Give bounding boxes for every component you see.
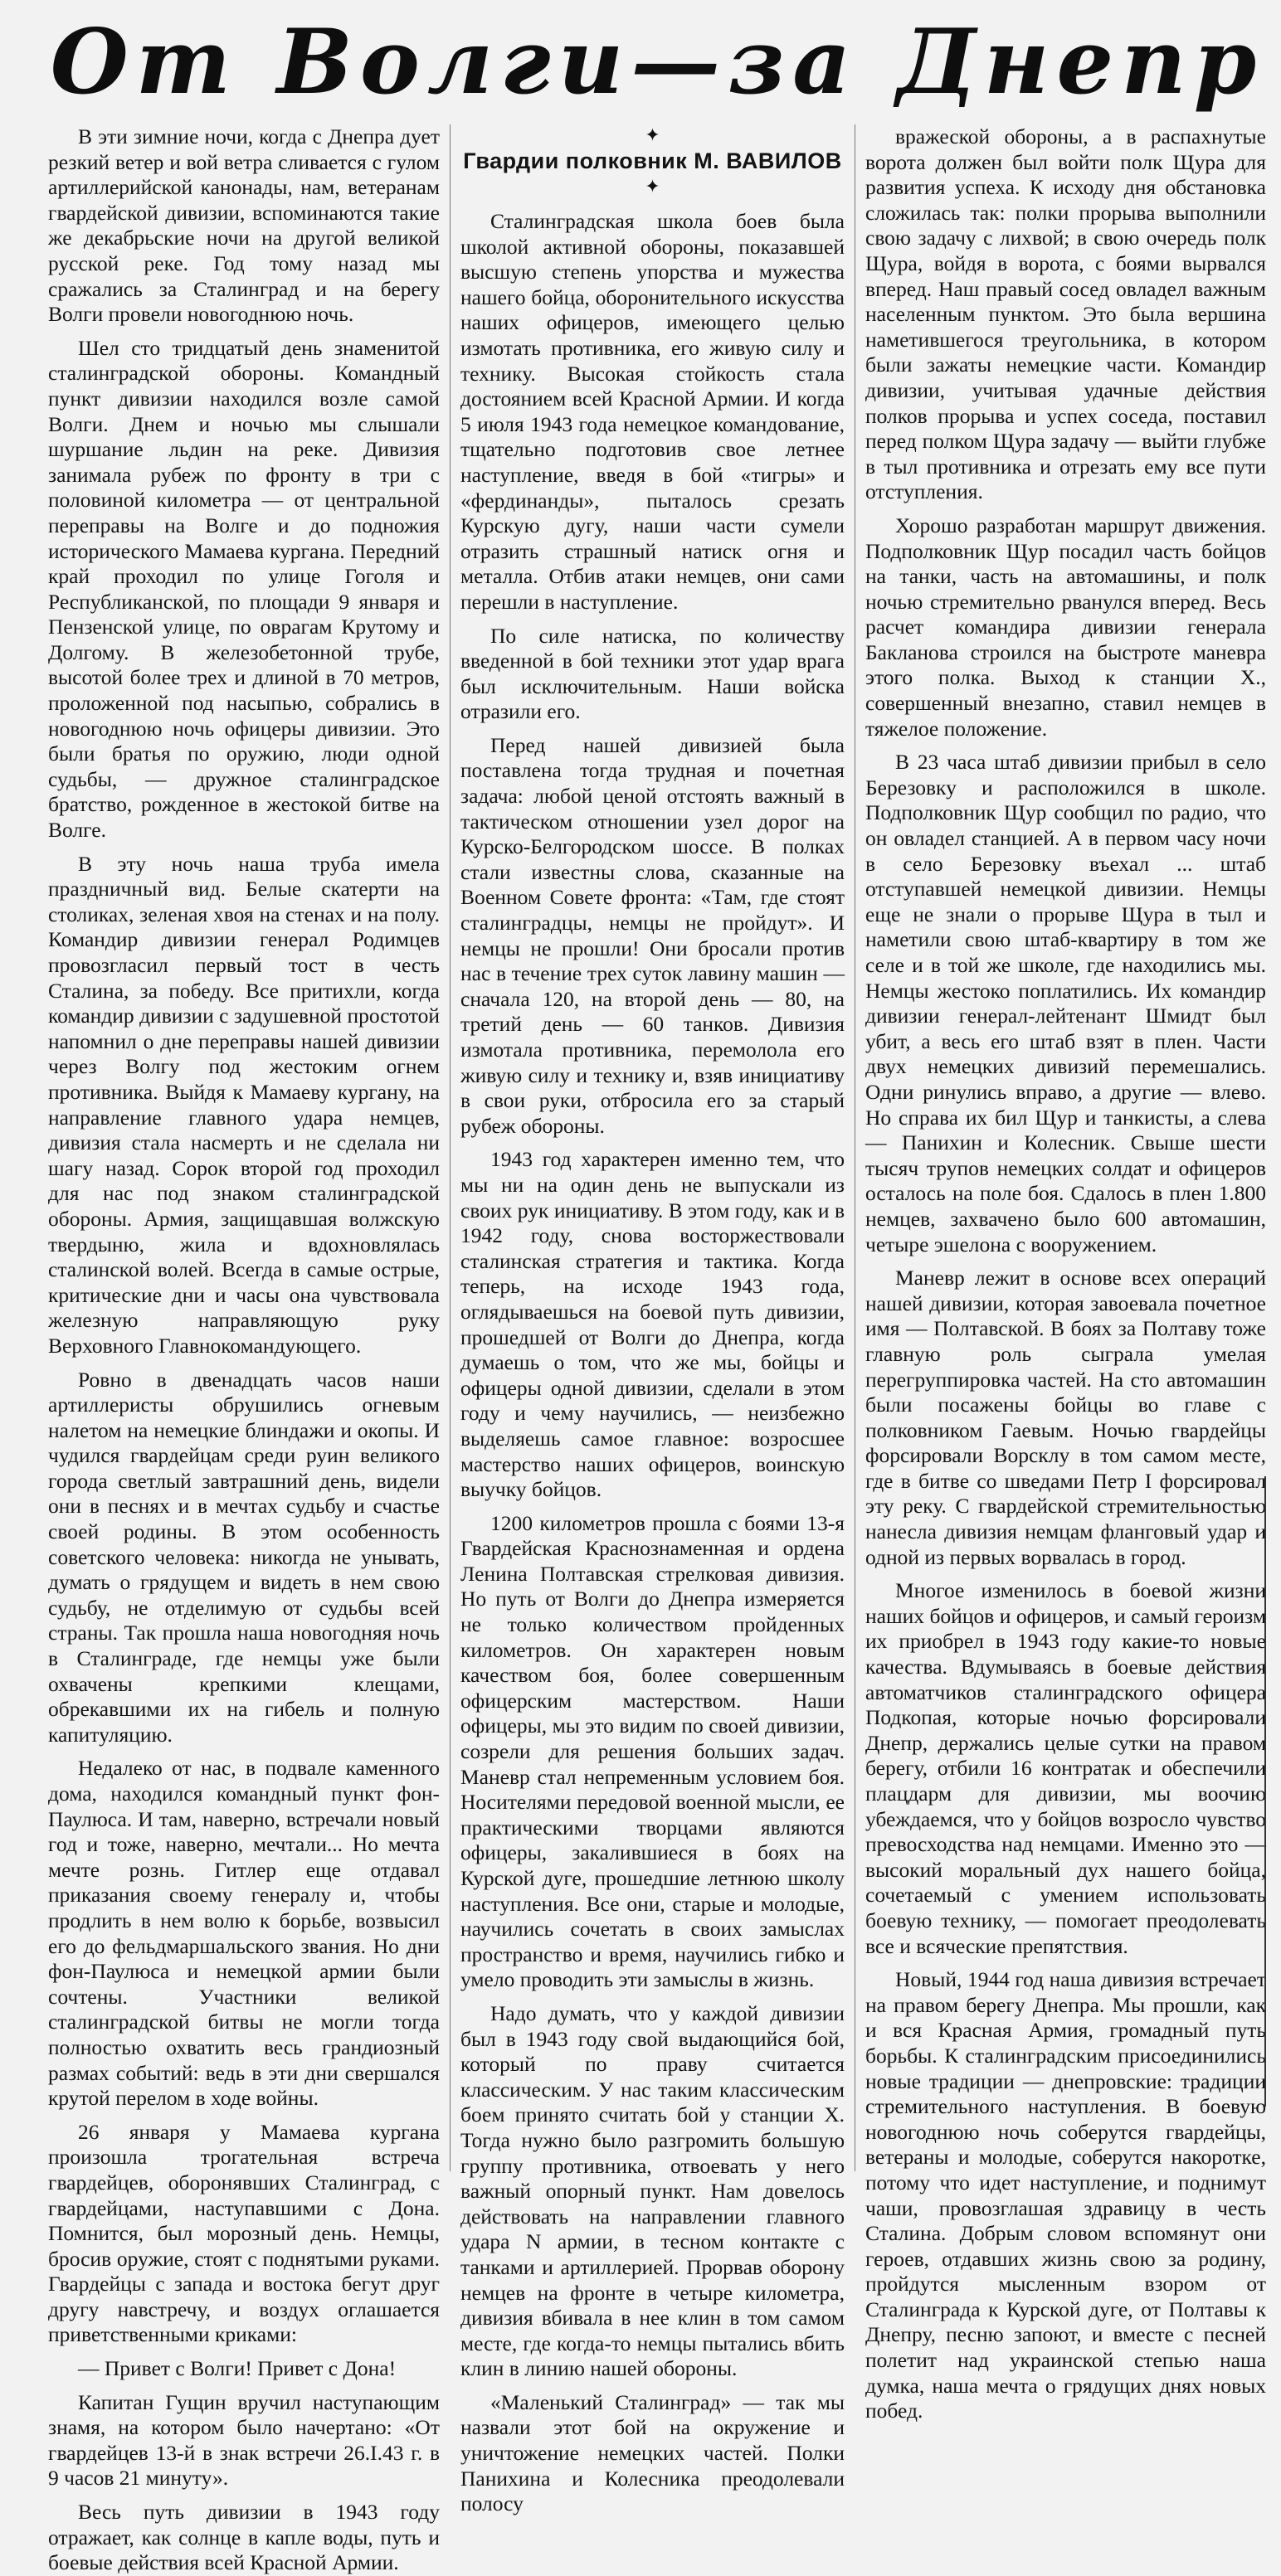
paragraph: В 23 часа штаб дивизии прибыл в село Березовку и расположился в школе. Подполковник Щур сообщил по радио, что он овладел станцией. А в первом часу ночи в село Березовку въехал ... штаб отступавшей немецкой дивизии. Немцы еще не знали о прорыве Щура в тыл и наметили свою штаб-квартиру в том же селе и в той же школе, где находились мы. Немцы жестоко поплатились. Их командир дивизии генерал-лейтенант Шмидт был убит, а весь его штаб взят в плен. Части двух немецких дивизий перемешались. Одни ринулись вправо, а другие — влево. Но справа их бил Щур и танкисты, а слева — Панихин и Колесник. Свыше шести тысяч трупов немецких солдат и офицеров осталось на поле боя. Сдалось в плен 1.800 немцев, захвачено было 600 автомашин, четыре эшелона с вооружением. <box>865 750 1266 1256</box>
paragraph: Новый, 1944 год наша дивизия встречает на правом берегу Днепра. Мы прошли, как и вся Красная Армия, громадный путь борьбы. К сталинградским присоединились новые традиции — днепровские: традиции стремительного наступления. В боевую новогоднюю ночь соберутся гвардейцы, ветераны и молодые, соберутся накоротке, потому что идет наступление, и поднимут чаши, провозглашая здравицу в честь Сталина. Добрым словом вспомянут они героев, отдавших жизнь свою за родину, пройдутся мысленным взором от Сталинграда к Курской дуге, от Полтавы к Днепру, песню запоют, и вместе с песней полетит над украинской степью наша думка, наша мечта о грядущих днях новых побед. <box>865 1967 1266 2423</box>
headline: От Волги—за Днепр <box>50 10 1264 114</box>
paragraph: В эту ночь наша труба имела праздничный вид. Белые скатерти на столиках, зеленая хвоя на стенах и на полу. Командир дивизии генерал Родимцев провозгласил первый тост в честь Сталина, за победу. Все притихли, когда командир дивизии с задушевной простотой напомнил о дне переправы нашей дивизии через Волгу под жестоким огнем противника. Выйдя к Мамаеву кургану, на направление главного удара немцев, дивизия стала насмерть и не сделала ни шагу назад. Сорок второй год проходил для нас под знаком сталинградской обороны. Армия, защищавшая волжскую твердыню, жила и вдохновлялась сталинской волей. Всегда в самые острые, критические дни и часы она чувствовала железную направляющую руку Верховного Главнокомандующего. <box>48 851 440 1358</box>
column-3 <box>855 124 1266 2423</box>
column-2 <box>450 124 855 2516</box>
ornament-icon: ✦ <box>645 124 660 145</box>
article-columns <box>48 124 1266 2575</box>
paragraph: Сталинградская школа боев была школой активной обороны, показавшей высшую степень упорства и мужества нашего бойца, оборонительного искусства наших офицеров, имеющего целью измотать противника, его живую силу и технику. Высокая стойкость стала достоянием всей Красной Армии. И когда 5 июля 1943 года немецкое командование, тщательно подготовив свое летнее наступление, введя в бой «тигры» и «фердинанды», пыталось срезать Курскую дугу, наши части сумели отразить страшный натиск огня и металла. Отбив атаки немцев, они сами перешли в наступление. <box>460 209 845 614</box>
paragraph: вражеской обороны, а в распахнутые ворота должен был войти полк Щура для развития успеха. К исходу дня обстановка сложилась так: полки прорыва выполнили свою задачу с лихвой; в свою очередь полк Щура, войдя в ворота, с боями вырвался вперед. Наш правый сосед овладел важным населенным пунктом. Это была вершина наметившегося треугольника, в котором были зажаты немецкие части. Командир дивизии, учитывая удачные действия полков прорыва и успех соседа, поставил перед полком Щура задачу — выйти глубже в тыл противника и отрезать ему все пути отступления. <box>865 124 1266 504</box>
paragraph: 1200 километров прошла с боями 13-я Гвардейская Краснознаменная и ордена Ленина Полтавская стрелковая дивизия. Но путь от Волги до Днепра измеряется не только количеством пройденных километров. Он характерен новым качеством боя, более совершенным офицерским мастерством. Наши офицеры, мы это видим по своей дивизии, созрели для решения больших задач. Маневр стал непременным условием боя. Носителями передовой военной мысли, ее практическими творцами являются офицеры, закалившиеся в боях на Курской дуге, прошедшие летнюю школу наступления. Все они, старые и молодые, научились сочетать в своих замыслах пространство и время, научились гибко и умело проводить эти замыслы в жизнь. <box>460 1510 845 1992</box>
paragraph: По силе натиска, по количеству введенной в бой техники этот удар врага был исключительным. Наши войска отразили его. <box>460 623 845 724</box>
adjacent-column-edge <box>1264 1476 1281 2107</box>
paragraph: Весь путь дивизии в 1943 году отражает, как солнце в капле воды, путь и боевые действия всей Красной Армии. <box>48 2500 440 2575</box>
paragraph: Капитан Гущин вручил наступающим знамя, на котором было начертано: «От гвардейцев 13-й в знак встречи 26.I.43 г. в 9 часов 21 минуту». <box>48 2389 440 2491</box>
paragraph: Перед нашей дивизией была поставлена тогда трудная и почетная задача: любой ценой отстоять важный в тактическом отношении узел дорог на Курско-Белгородском шоссе. В полках стали известны слова, сказанные на Военном Совете фронта: «Там, где стоят сталинградцы, немцы не пройдут». И немцы не прошли! Они бросали против нас в течение трех суток лавину машин — сначала 120, на второй день — 80, на третий день — 60 танков. Дивизия измотала противника, перемолола его живую силу и технику и, взяв инициативу в свои руки, отбросила его за старый рубеж обороны. <box>460 732 845 1138</box>
paragraph: Ровно в двенадцать часов наши артиллеристы обрушились огневым налетом на немецкие блиндажи и окопы. И чудился гвардейцам среди руин великого города светлый завтрашний день, видели они в песнях и в мечтах судьбу и счастье своей родины. В этом особенность советского человека: никогда не унывать, думать о грядущем и видеть в нем свою судьбу, не отделимую от судьбы всей страны. Так прошла наша новогодняя ночь в Сталинграде, где немцы уже были охвачены крепкими клещами, обрекавшими их на гибель и полную капитуляцию. <box>48 1367 440 1747</box>
paragraph: — Привет с Волги! Привет с Дона! <box>78 2356 397 2381</box>
paragraph: 1943 год характерен именно тем, что мы ни на один день не выпускали из своих рук инициативу. В этом году, как и в 1942 году, снова восторжествовали сталинская стратегия и тактика. Когда теперь, на исходе 1943 года, оглядываешься на боевой путь дивизии, прошедшей от Волги до Днепра, когда думаешь о том, что же мы, бойцы и офицеры одной дивизии, сделали в этом году и чему научились, — неизбежно выделяешь самое главное: возросшее мастерство наших офицеров, воинскую выучку бойцов. <box>460 1147 845 1502</box>
paragraph: Надо думать, что у каждой дивизии был в 1943 году свой выдающийся бой, который по праву считается классическим. У нас таким классическим боем принято считать бой у станции Х. Тогда нужно было разгромить большую группу противника, отвоевать у него важный опорный пункт. Нам довелось действовать на направлении главного удара N армии, в тесном контакте с танками и артиллерией. Прорвав оборону немцев на фронте в четыре километра, дивизия вбивала в нее клин в том самом месте, где когда-то немцы пытались вбить клин в линию нашей обороны. <box>460 2000 845 2381</box>
paragraph: 26 января у Мамаева кургана произошла трогательная встреча гвардейцев, оборонявших Сталинград, с гвардейцами, наступавшими с Дона. Помнится, был морозный день. Немцы, бросив оружие, стоят с поднятыми руками. Гвардейцы с запада и востока бегут друг другу навстречу, и воздух оглашается приветственными криками: <box>48 2119 440 2347</box>
paragraph: Многое изменилось в боевой жизни наших бойцов и офицеров, и самый героизм их приобрел в 1943 году какие-то новые качества. Вдумываясь в боевые действия автоматчиков сталинградского офицера Подкопая, которые ночью форсировали Днепр, держались целые сутки на правом берегу, отбили 16 контратак и обеспечили плацдарм для дивизии, мы воочию убеждаемся, что у бойцов возросло чувство превосходства над немцами. Именно это — высокий моральный дух нашего бойца, сочетаемый с умением использовать боевую технику, — помогает преодолевать все и всяческие препятствия. <box>865 1578 1266 1958</box>
byline-block <box>460 124 845 197</box>
column-1 <box>48 124 450 2575</box>
ornament-icon: ✦ <box>645 176 660 197</box>
paragraph: «Маленький Сталинград» — так мы назвали этот бой на окружение и уничтожение немецких частей. Полки Панихина и Колесника преодолевали полосу <box>460 2389 845 2516</box>
author-byline: Гвардии полковник М. ВАВИЛОВ <box>463 148 842 173</box>
paragraph: Хорошо разработан маршрут движения. Подполковник Щур посадил часть бойцов на танки, часть на автомашины, и полк ночью стремительно рванулся вперед. Весь расчет командира дивизии генерала Бакланова строился на быстроте маневра этого полка. Выход к станции Х., совершенный внезапно, ставил немцев в тяжелое положение. <box>865 513 1266 741</box>
paragraph: Недалеко от нас, в подвале каменного дома, находился командный пункт фон-Паулюса. И там, наверно, встречали новый год и тоже, наверно, мечтали... Но мечта мечте рознь. Гитлер еще отдавал приказания своему генералу и, чтобы продлить в нем волю к борьбе, возвысил его до фельдмаршальского звания. Но дни фон-Паулюса и немецкой армии были сочтены. Участники великой сталинградской битвы не могли тогда полностью охватить весь грандиозный размах событий: ведь в эти дни свершался крутой перелом в ходе войны. <box>48 1756 440 2111</box>
paragraph: Маневр лежит в основе всех операций нашей дивизии, которая завоевала почетное имя — Полтавской. В боях за Полтаву тоже главную роль сыграла умелая перегруппировка частей. На сто автомашин были посажены бойцы во главе с полковником Гаевым. Ночью гвардейцы форсировали Ворсклу в том самом месте, где в битве со шведами Петр I форсировал эту реку. С гвардейской стремительностью нанесла дивизия немцам фланговый удар и одной из первых ворвалась в город. <box>865 1266 1266 1569</box>
paragraph: В эти зимние ночи, когда с Днепра дует резкий ветер и вой ветра сливается с гулом артиллерийской канонады, нам, ветеранам гвардейской дивизии, вспоминаются такие же декабрьские ночи на другой великой русской реке. Год тому назад мы сражались за Сталинград и на берегу Волги провели новогоднюю ночь. <box>48 124 440 327</box>
paragraph: Шел сто тридцатый день знаменитой сталинградской обороны. Командный пункт дивизии находился возле самой Волги. Днем и ночью мы слышали шуршание льдин на реке. Дивизия занимала рубеж по фронту в три с половиной километра — от центральной переправы на Волге и до подножия исторического Мамаева кургана. Передний край проходил по улице Гоголя и Республиканской, по площади 9 января и Пензенской улице, по оврагам Крутому и Долгому. В железобетонной трубе, высотой более трех и длиной в 70 метров, проложенной под насыпью, собрались в новогоднюю ночь офицеры дивизии. Это были братья по оружию, люди одной судьбы, — дружное сталинградское братство, рожденное в жестокой битве на Волге. <box>48 335 440 843</box>
